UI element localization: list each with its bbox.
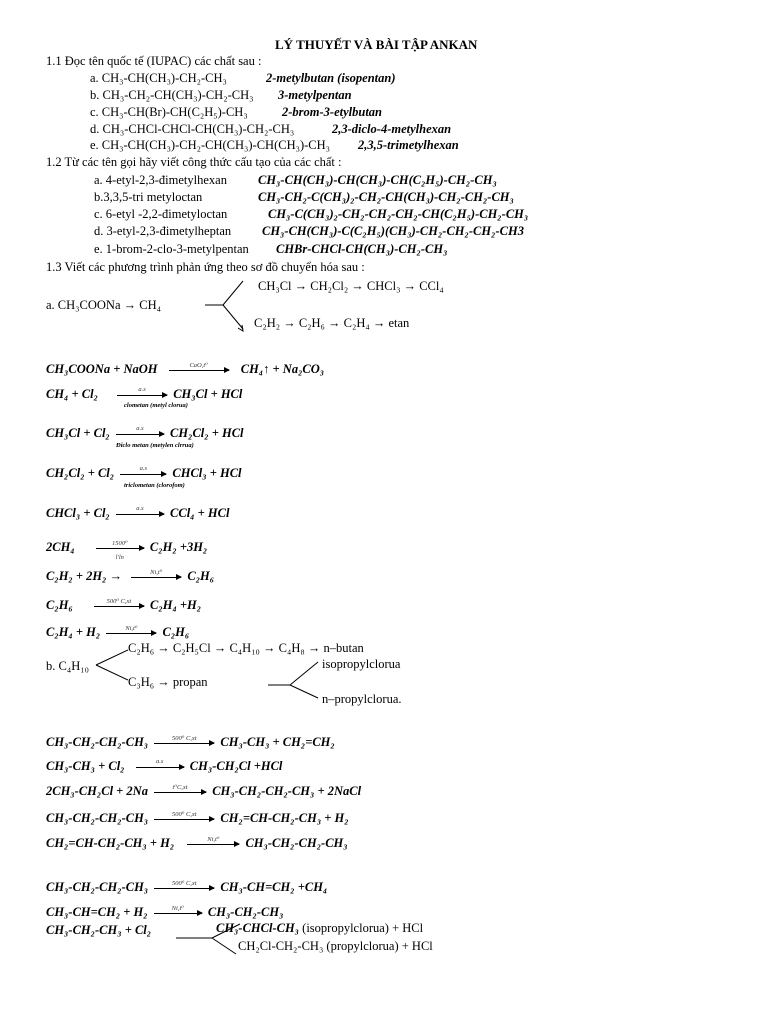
reaction-a9 [46,625,189,640]
reaction-right: CCl₄ + HCl [170,506,230,520]
reaction-arrow [169,361,229,371]
schemeB-branch2: C₃H₆ → propan [128,675,208,689]
reaction-arrow [154,879,214,889]
reaction-right: CH₃-CH₂-CH₂-CH₃ + 2NaCl [212,784,362,798]
reaction-left: CH₂Cl₂ + Cl₂ [46,466,115,480]
schemeB-start: b. C₄H₁₀ [46,659,89,673]
reaction-condition: Ni,t⁰ [171,904,184,912]
reaction-condition: 500⁰ C,xt [106,597,132,605]
reaction-arrow [136,757,184,768]
reaction-a1 [46,362,324,377]
schemeA-start: a. CH₃COONa → CH₄ [46,298,161,312]
q1-formula-a: a. CH₃-CH(CH₃)-CH₂-CH₃ [90,71,227,85]
reaction-left: 2CH₄ [46,540,75,554]
reaction-left: CH₃-CH₃ + Cl₂ [46,759,125,773]
reaction-b7 [46,905,283,920]
reaction-condition: a.s [139,464,147,472]
reaction-condition: a.s [155,757,164,765]
reaction-a6 [46,539,208,561]
q1-name-b: 3-metylpentan [278,88,352,102]
reaction-right: C₂H₆ [162,625,190,639]
reaction-arrow [131,568,181,578]
reaction-condition-low: l'ln [115,553,124,561]
reaction-right: CH₄↑ + Na₂CO₃ [240,362,325,376]
reaction-right: C₂H₆ [187,569,215,583]
reaction-right: CH₃-CH₂-CH₃ [207,905,284,919]
reaction-a2 [46,387,242,402]
reaction-condition: Ni,t⁰ [150,568,163,576]
reaction-right: CH₃Cl + HCl [173,387,243,401]
reaction-left: C₂H₂ + 2H₂ → [46,569,123,583]
reaction-left: C₂H₆ [46,598,73,612]
schemeB-sub1: isopropylclorua [322,657,401,671]
reaction-last-1-formula: CH₃-CHCl-CH₃ [216,921,300,935]
schemeB-sub2: n–propylclorua. [322,692,402,706]
reaction-arrow [120,464,166,475]
reaction-arrow [96,539,144,561]
reaction-condition: 1500⁰ [111,539,128,547]
q1-formula-c: c. CH₃-CH(Br)-CH(C₂H₅)-CH₃ [90,105,248,119]
reaction-condition: 500⁰ C,xt [171,810,197,818]
q2-name-b: b.3,3,5-tri metyloctan [94,190,203,204]
reaction-left: CH₃-CH₂-CH₂-CH₃ [46,735,149,749]
reaction-note: triclometan (clorofom) [124,482,185,489]
reaction-condition: 500⁰ C,xt [171,734,197,742]
reaction-right: C₂H₂ +3H₂ [149,540,208,554]
reaction-b3 [46,784,361,799]
q2-formula-d: CH₃-CH(CH₃)-C(C₂H₅)(CH₃)-CH₂-CH₂-CH₂-CH3 [262,224,524,238]
q2-heading: 1.2 Từ các tên gọi hãy viết công thức cấu tạo của các chất : [46,155,342,169]
reaction-arrow [187,835,239,845]
reaction-right: CH₃-CH=CH₂ +CH₄ [220,880,328,894]
reaction-condition: a.s [136,424,144,432]
q2-formula-e: CHBr-CHCl-CH(CH₃)-CH₂-CH₃ [276,242,448,256]
q2-name-a: a. 4-etyl-2,3-đimetylhexan [94,173,227,187]
q1-heading: 1.1 Đọc tên quốc tế (IUPAC) các chất sau : [46,54,262,68]
reaction-last-1 [216,921,423,936]
q2-name-d: d. 3-etyl-2,3-đimetylheptan [94,224,232,238]
reaction-left: CH₂=CH-CH₂-CH₃ + H₂ [46,836,175,850]
reaction-left: CH₃COONa + NaOH [46,362,158,376]
q1-formula-d: d. CH₃-CHCl-CHCl-CH(CH₃)-CH₂-CH₃ [90,122,295,136]
reaction-left: CH₄ + Cl₂ [46,387,98,401]
reaction-right: CH₂Cl₂ + HCl [170,426,244,440]
reaction-right: CH₃-CH₂-CH₂-CH₃ [245,836,348,850]
q2-formula-a: CH₃-CH(CH₃)-CH(CH₃)-CH(C₂H₅)-CH₂-CH₃ [258,173,497,187]
reaction-left: CH₃-CH₂-CH₂-CH₃ [46,811,149,825]
reaction-right: CH₃-CH₂Cl +HCl [189,759,283,773]
reaction-arrow [117,385,167,396]
q1-name-d: 2,3-diclo-4-metylhexan [332,122,452,136]
reaction-arrow [154,810,214,820]
reaction-condition: CaO,t⁰ [189,361,208,369]
reaction-arrow [106,624,156,634]
reaction-left: CH₃-CH₂-CH₂-CH₃ [46,880,149,894]
reaction-right: C₂H₄ +H₂ [150,598,202,612]
reaction-last-1-tail: (isopropylclorua) + HCl [299,921,424,935]
reaction-condition: Ni,t⁰ [125,624,138,632]
reaction-condition: 500⁰ C,xt [171,879,197,887]
reaction-right: CH₃-CH₃ + CH₂=CH₂ [220,735,335,749]
q2-formula-b: CH₃-CH₂-C(CH₃)₂-CH₂-CH(CH₃)-CH₂-CH₂-CH₃ [258,190,514,204]
reaction-note: Điclo metan (metylen clrrua) [116,442,194,449]
schemeB-branch1: C₂H₆ → C₂H₅Cl → C₄H₁₀ → C₄H₈ → n–butan [128,641,364,655]
reaction-arrow [116,424,164,435]
q1-name-a: 2-metylbutan (isopentan) [266,71,396,85]
reaction-condition: a.s [138,385,146,393]
reaction-arrow [154,904,202,914]
reaction-a8 [46,598,201,613]
schemeA-branch2: C₂H₂ → C₂H₆ → C₂H₄ → etan [254,316,410,330]
reaction-a7 [46,569,214,584]
reaction-arrow [154,734,214,744]
reaction-last-left: CH₃-CH₂-CH₃ + Cl₂ [46,923,152,937]
q2-name-e: e. 1-brom-2-clo-3-metylpentan [94,242,249,256]
reaction-left: CH₃Cl + Cl₂ [46,426,110,440]
reaction-a3 [46,426,244,441]
reaction-condition: a.s [136,504,144,512]
schemeA-branch1: CH₃Cl → CH₂Cl₂ → CHCl₃ → CCl₄ [258,279,444,293]
q2-name-c: c. 6-etyl -2,2-đimetyloctan [94,207,228,221]
q2-formula-c: CH₃-C(CH₃)₂-CH₂-CH₂-CH₂-CH(C₂H₅)-CH₂-CH₃ [268,207,529,221]
reaction-condition: Ni,t⁰ [207,835,220,843]
reaction-arrow [154,783,206,793]
reaction-last-2: CH₂Cl-CH₂-CH₃ (propylclorua) + HCl [238,939,433,953]
reaction-b5 [46,836,348,851]
reaction-arrow [94,597,144,607]
page-title: LÝ THUYẾT VÀ BÀI TẬP ANKAN [275,37,478,52]
reaction-a4 [46,466,242,481]
q1-formula-b: b. CH₃-CH₂-CH(CH₃)-CH₂-CH₃ [90,88,254,102]
q3-heading: 1.3 Viết các phương trình phản ứng theo sơ đồ chuyển hóa sau : [46,260,365,274]
reaction-left: CHCl₃ + Cl₂ [46,506,110,520]
reaction-b6 [46,880,327,895]
reaction-right: CH₂=CH-CH₂-CH₃ + H₂ [220,811,349,825]
reaction-note: clometan (metyl clorua) [124,402,188,409]
reaction-arrow [116,504,164,515]
reaction-left: C₂H₄ + H₂ [46,625,101,639]
reaction-left: CH₃-CH=CH₂ + H₂ [46,905,148,919]
reaction-b4 [46,811,349,826]
reaction-b2 [46,759,282,774]
q1-name-e: 2,3,5-trimetylhexan [358,138,459,152]
reaction-b1 [46,735,335,750]
q1-name-c: 2-brom-3-etylbutan [282,105,382,119]
q1-formula-e: e. CH₃-CH(CH₃)-CH₂-CH(CH₃)-CH(CH₃)-CH₃ [90,138,331,152]
reaction-right: CHCl₃ + HCl [172,466,242,480]
reaction-a5 [46,506,229,521]
reaction-left: 2CH₃-CH₂Cl + 2Na [46,784,148,798]
reaction-condition: t⁰C,xt [172,783,188,791]
